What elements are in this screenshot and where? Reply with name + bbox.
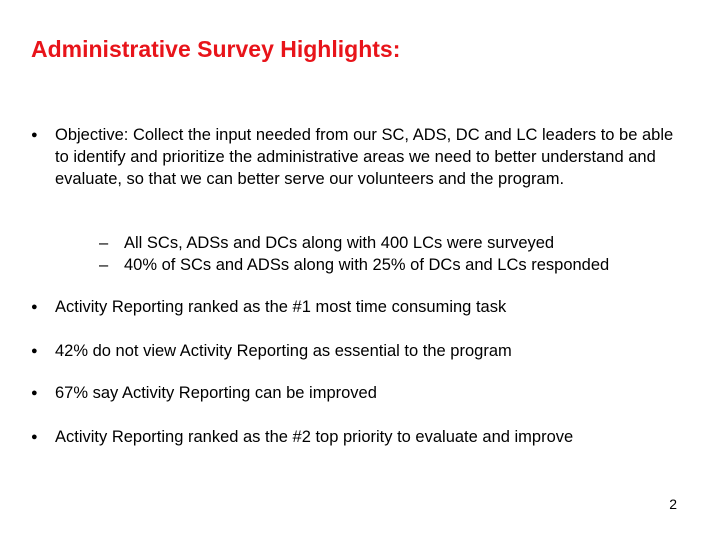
bullet-objective — [30, 124, 680, 190]
bullet-time-consuming — [30, 296, 680, 318]
bullet-text: Activity Reporting ranked as the #1 most time consuming task — [55, 298, 507, 316]
bullet-text: 67% say Activity Reporting can be improved — [55, 384, 377, 402]
sub-bullet-text: 40% of SCs and ADSs along with 25% of DCs and LCs responded — [124, 256, 610, 274]
sub-bullet-text: All SCs, ADSs and DCs along with 400 LCs were surveyed — [124, 234, 555, 252]
bullet-not-essential — [30, 340, 680, 362]
page-number: 2 — [669, 496, 677, 512]
slide-title: Administrative Survey Highlights: — [31, 36, 401, 62]
bullet-text: Activity Reporting ranked as the #2 top priority to evaluate and improve — [55, 428, 574, 446]
bullet-text: 42% do not view Activity Reporting as essential to the program — [55, 342, 512, 360]
bullet-can-improve — [30, 382, 680, 404]
bullet-text: Objective: Collect the input needed from our SC, ADS, DC and LC leaders to be able to identify and prioritize the administrative areas we need to better understand and evaluate, so that we can better serve our volunteers and the program. — [55, 126, 674, 188]
dash-icon: – — [99, 234, 109, 252]
bullet-dot-icon: ● — [31, 345, 38, 357]
sub-bullet-list — [99, 232, 679, 276]
dash-icon: – — [99, 256, 109, 274]
bullet-dot-icon: ● — [31, 387, 38, 399]
bullet-dot-icon: ● — [31, 431, 38, 443]
bullet-priority — [30, 426, 680, 448]
sub-bullet-item — [99, 254, 679, 276]
bullet-dot-icon: ● — [31, 301, 38, 313]
sub-bullet-item — [99, 232, 679, 254]
bullet-dot-icon: ● — [31, 129, 38, 141]
